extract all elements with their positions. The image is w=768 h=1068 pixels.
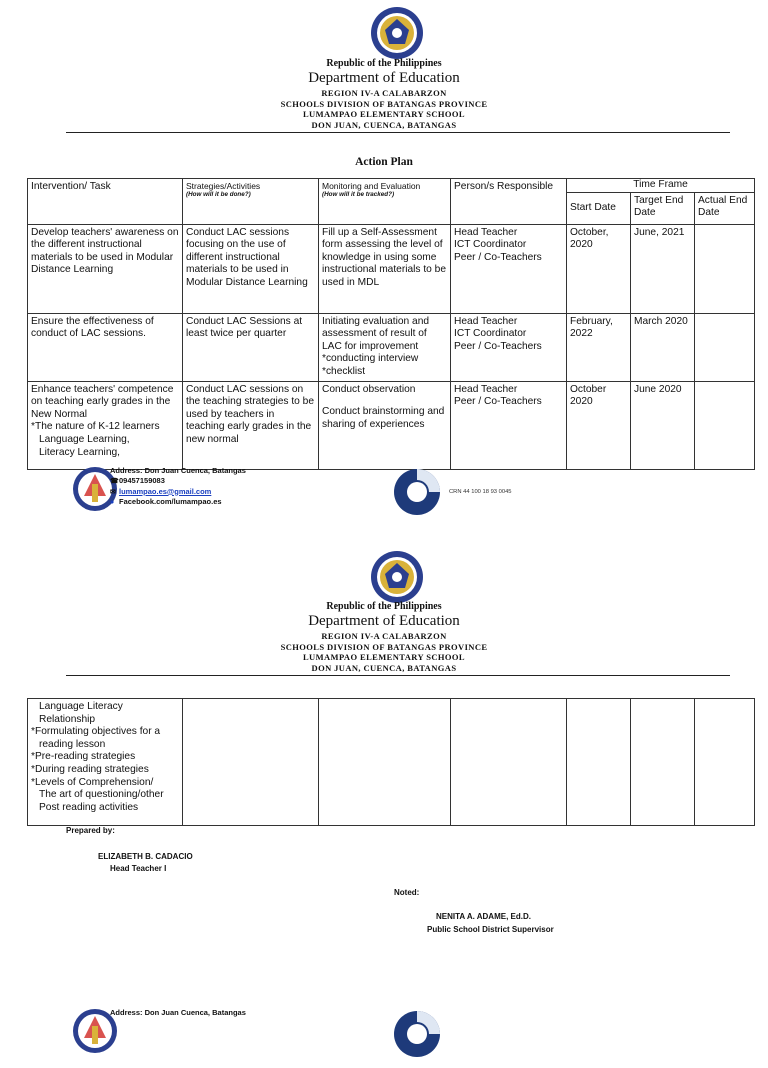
header-strategies	[183, 179, 319, 225]
page-2-footer	[0, 1008, 768, 1068]
mail-icon: ✉	[110, 488, 116, 496]
location-text: DON JUAN, CUENCA, BATANGAS	[311, 119, 457, 130]
start-date-cell: February, 2022	[567, 313, 631, 381]
action-plan-table-continued	[27, 698, 755, 826]
header-strategies-label: Strategies/Activities	[186, 181, 261, 191]
target-date-cell: March 2020	[631, 313, 695, 381]
header-target-date: Target End Date	[631, 192, 695, 224]
task-subtopic: *The nature of K-12 learners	[31, 421, 160, 433]
table-row	[28, 224, 755, 313]
person: ICT Coordinator	[454, 239, 527, 251]
header-persons: Person/s Responsible	[451, 179, 567, 225]
actual-date-cell	[695, 224, 755, 313]
contact-info	[110, 466, 246, 508]
location-text: DON JUAN, CUENCA, BATANGAS	[311, 662, 457, 673]
crn-text: CRN 44 100 18 93 0045	[449, 489, 512, 495]
actual-date-cell	[695, 313, 755, 381]
actual-date-cell	[695, 381, 755, 469]
republic-text: Republic of the Philippines	[326, 601, 442, 612]
start-date-cell: October 2020	[567, 381, 631, 469]
header-start-date: Start Date	[567, 192, 631, 224]
header-monitoring	[319, 179, 451, 225]
email-link[interactable]: lumampao.es@gmail.com	[119, 486, 212, 496]
task-item: *Levels of Comprehension/	[31, 776, 154, 788]
deped-seal-logo	[370, 550, 424, 604]
header-actual-date: Actual End Date	[695, 192, 755, 224]
facebook-line	[110, 497, 246, 508]
tuv-iso-certification-logo	[393, 468, 441, 516]
contact-info	[110, 1008, 246, 1018]
strategy-cell	[183, 699, 319, 826]
person: Head Teacher	[454, 315, 518, 327]
page-1	[0, 0, 768, 532]
target-date-cell: June, 2021	[631, 224, 695, 313]
task-cell	[28, 381, 183, 469]
phone-line	[110, 476, 246, 487]
division-text: SCHOOLS DIVISION OF BATANGAS PROVINCE	[280, 98, 488, 109]
table-row	[28, 313, 755, 381]
address-text: Address: Don Juan Cuenca, Batangas	[110, 1008, 246, 1017]
department-text: Department of Education	[308, 613, 460, 629]
task-cell: Ensure the effectiveness of conduct of LAC sessions.	[28, 313, 183, 381]
task-item: *Formulating objectives for a	[31, 726, 161, 738]
noted-by-name: NENITA A. ADAME, Ed.D.	[436, 912, 531, 921]
target-date-cell	[631, 699, 695, 826]
start-date-cell: October, 2020	[567, 224, 631, 313]
prepared-by-title: Head Teacher I	[110, 864, 167, 873]
person: Peer / Co-Teachers	[454, 251, 542, 263]
monitoring-cell	[319, 699, 451, 826]
task-text: Enhance teachers' competence on teaching early grades in the New Normal	[31, 383, 174, 420]
monitoring-line: Initiating evaluation and assessment of result of LAC for improvement	[322, 315, 430, 352]
header-monitoring-sub: (How will it be tracked?)	[322, 191, 395, 198]
strategy-cell: Conduct LAC sessions on the teaching strategies to be used by teachers in teaching early grades in the new normal	[183, 381, 319, 469]
department-text: Department of Education	[308, 70, 460, 86]
document-title: Action Plan	[355, 156, 413, 168]
division-text: SCHOOLS DIVISION OF BATANGAS PROVINCE	[280, 641, 488, 652]
persons-cell	[451, 699, 567, 826]
header-divider	[66, 675, 730, 676]
monitoring-line: Conduct observation	[322, 383, 416, 395]
person: ICT Coordinator	[454, 328, 527, 340]
school-text: LUMAMPAO ELEMENTARY SCHOOL	[302, 109, 465, 119]
persons-cell	[451, 224, 567, 313]
start-date-cell	[567, 699, 631, 826]
table-header-row	[28, 179, 755, 193]
page-1-footer	[0, 466, 768, 526]
task-item: Language Literacy	[39, 701, 123, 712]
header-monitoring-label: Monitoring and Evaluation	[322, 181, 421, 191]
table-row	[28, 381, 755, 469]
header-time-frame: Time Frame	[567, 179, 755, 193]
actual-date-cell	[695, 699, 755, 826]
monitoring-cell: Fill up a Self-Assessment form assessing the level of knowledge in using some instructional materials to be used in MDL	[319, 224, 451, 313]
person: Head Teacher	[454, 226, 518, 238]
tuv-iso-certification-logo	[393, 1010, 441, 1058]
noted-label: Noted:	[394, 888, 420, 897]
facebook-icon: ●	[110, 499, 115, 507]
task-item: reading lesson	[39, 738, 106, 750]
region-text: REGION IV-A CALABARZON	[321, 88, 447, 98]
task-item: Relationship	[39, 713, 96, 725]
header-divider	[66, 132, 730, 133]
task-item: *During reading strategies	[31, 763, 149, 775]
deped-seal-logo	[370, 6, 424, 60]
persons-cell	[451, 313, 567, 381]
header-strategies-sub: (How will it be done?)	[186, 191, 251, 198]
strategy-cell: Conduct LAC sessions focusing on the use of different instructional materials to be used in Modular Distance Learning	[183, 224, 319, 313]
action-plan-table	[27, 178, 755, 470]
task-cell: Develop teachers' awareness on the different instructional materials to be used in Modular Distance Learning	[28, 224, 183, 313]
monitoring-line: *conducting interview	[322, 353, 419, 365]
person: Head Teacher	[454, 383, 518, 395]
phone-text: 09457159083	[119, 475, 165, 485]
person: Peer / Co-Teachers	[454, 340, 542, 352]
region-text: REGION IV-A CALABARZON	[321, 631, 447, 641]
strategy-cell: Conduct LAC Sessions at least twice per quarter	[183, 313, 319, 381]
phone-icon: ☎	[110, 477, 119, 485]
task-item: Language Learning,	[39, 433, 130, 445]
monitoring-cell	[319, 381, 451, 469]
task-item: The art of questioning/other	[39, 789, 164, 801]
task-item: *Pre-reading strategies	[31, 751, 136, 763]
table-row	[28, 699, 755, 826]
email-line	[110, 487, 246, 498]
facebook-text: Facebook.com/lumampao.es	[119, 497, 222, 507]
task-item: Post reading activities	[39, 801, 139, 813]
prepared-by-name: ELIZABETH B. CADACIO	[98, 852, 193, 861]
address-text: Address: Don Juan Cuenca, Batangas	[110, 466, 246, 475]
monitoring-line: *checklist	[322, 365, 366, 377]
prepared-by-label: Prepared by:	[66, 826, 115, 835]
task-cell-continued	[28, 699, 183, 826]
monitoring-cell	[319, 313, 451, 381]
noted-by-title: Public School District Supervisor	[427, 925, 554, 934]
task-item: Literacy Learning,	[39, 446, 120, 458]
target-date-cell: June 2020	[631, 381, 695, 469]
header-intervention: Intervention/ Task	[28, 179, 183, 225]
school-text: LUMAMPAO ELEMENTARY SCHOOL	[302, 652, 465, 662]
republic-text: Republic of the Philippines	[326, 58, 442, 69]
page-2	[0, 542, 768, 1024]
persons-cell	[451, 381, 567, 469]
monitoring-line: Conduct brainstorming and sharing of experiences	[322, 406, 445, 430]
person: Peer / Co-Teachers	[454, 396, 542, 408]
